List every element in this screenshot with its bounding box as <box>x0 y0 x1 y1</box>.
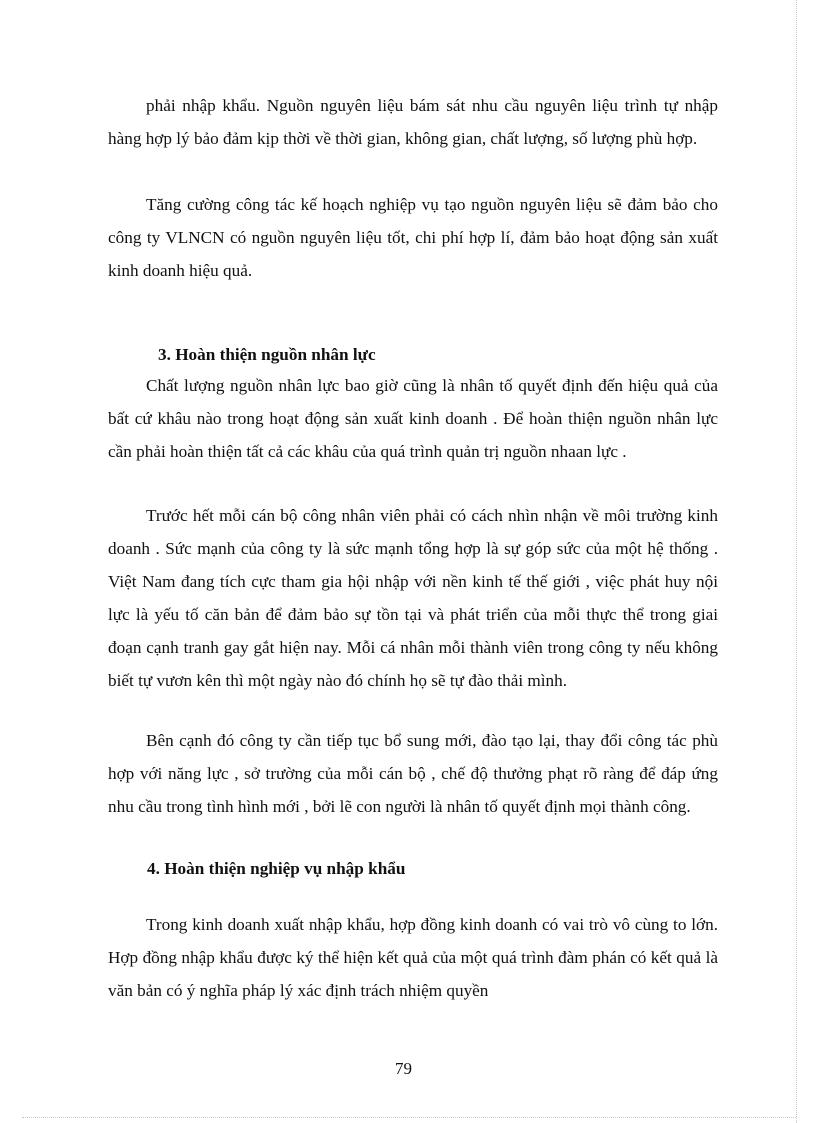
paragraph-material-planning: Tăng cường công tác kế hoạch nghiệp vụ tạo nguồn nguyên liệu sẽ đảm bảo cho công ty VLNCN có nguồn nguyên liệu tốt, chi phí hợp lí, đảm bảo hoạt động sản xuất kinh doanh hiệu quả. <box>108 195 718 280</box>
paragraph-training: Bên cạnh đó công ty cần tiếp tục bổ sung mới, đào tạo lại, thay đổi công tác phù hợp với năng lực , sở trường của mỗi cán bộ , chế độ thưởng phạt rõ ràng để đáp ứng nhu cầu trong tình hình mới , bởi lẽ con người là nhân tố quyết định mọi thành công. <box>108 731 718 816</box>
paragraph-import-contracts: Trong kinh doanh xuất nhập khẩu, hợp đồng kinh doanh có vai trò vô cùng to lớn. Hợp đồng nhập khẩu được ký thể hiện kết quả của một quá trình đàm phán có kết quả là văn bản có ý nghĩa pháp lý xác định trách nhiệm quyền <box>108 915 718 1000</box>
page-number: 79 <box>395 1059 412 1078</box>
section-heading-import-operations: 4. Hoàn thiện nghiệp vụ nhập khẩu <box>147 859 406 878</box>
paragraph-hr-quality: Chất lượng nguồn nhân lực bao giờ cũng là nhân tố quyết định đến hiệu quả của bất cứ khâu nào trong hoạt động sản xuất kinh doanh . Để hoàn thiện nguồn nhân lực cần phải hoàn thiện tất cả các khâu của quá trình quản trị nguồn nhaan lực . <box>108 376 718 461</box>
page-border-bottom <box>22 1117 796 1118</box>
section-heading-human-resources: 3. Hoàn thiện nguồn nhân lực <box>158 345 376 364</box>
page-border-right <box>796 0 797 1123</box>
paragraph-staff-awareness: Trước hết mỗi cán bộ công nhân viên phải có cách nhìn nhận về môi trường kinh doanh . Sức mạnh của công ty là sức mạnh tổng hợp là sự góp sức của một hệ thống . Việt Nam đang tích cực tham gia hội nhập với nền kinh tế thế giới , việc phát huy nội lực là yếu tố căn bản để đảm bảo sự tồn tại và phát triển của mỗi thực thể trong giai đoạn cạnh tranh gay gắt hiện nay. Mỗi cá nhân mỗi thành viên trong công ty nếu không biết tự vươn kên thì một ngày nào đó chính họ sẽ tự đào thải mình. <box>108 506 718 690</box>
paragraph-import-materials: phải nhập khẩu. Nguồn nguyên liệu bám sát nhu cầu nguyên liệu trình tự nhập hàng hợp lý bảo đảm kịp thời về thời gian, không gian, chất lượng, số lượng phù hợp. <box>108 96 718 148</box>
